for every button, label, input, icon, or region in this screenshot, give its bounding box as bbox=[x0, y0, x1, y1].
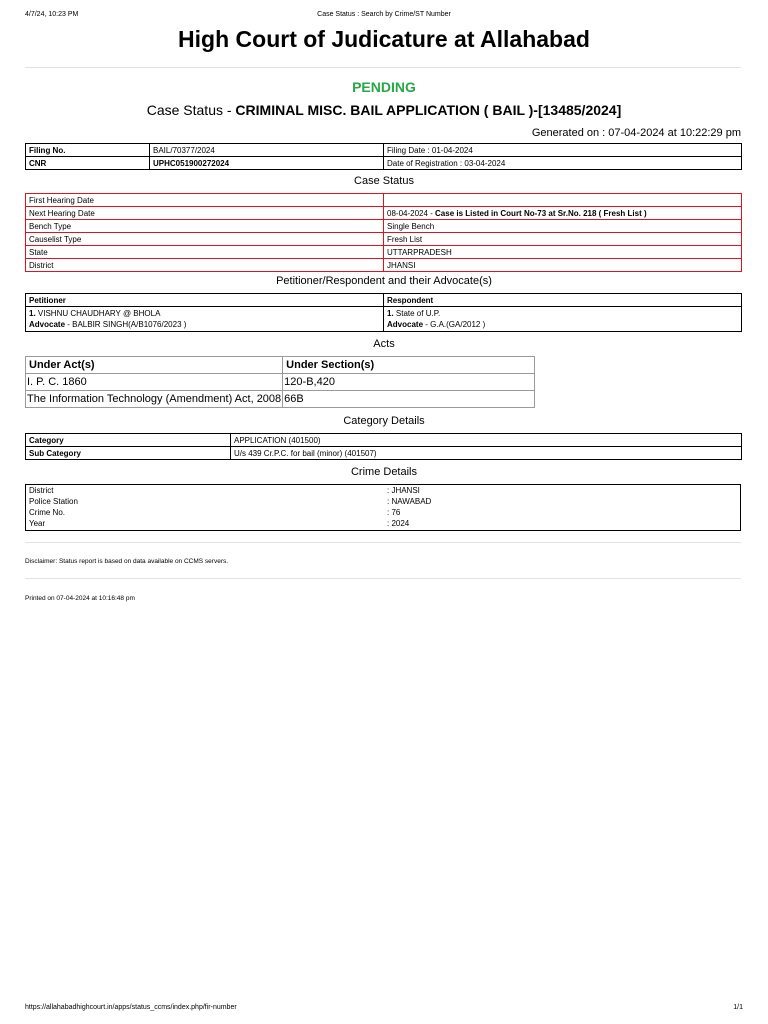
subcategory-label: Sub Category bbox=[26, 447, 231, 460]
acts-header-section: Under Section(s) bbox=[283, 357, 535, 374]
table-row bbox=[26, 374, 535, 391]
respondent-header: Respondent bbox=[384, 294, 742, 307]
cnr-value: UPHC051900272024 bbox=[150, 157, 384, 170]
act-name: I. P. C. 1860 bbox=[26, 374, 283, 391]
state-value: UTTARPRADESH bbox=[384, 246, 742, 259]
status-badge: PENDING bbox=[352, 79, 416, 95]
table-row bbox=[26, 233, 742, 246]
crime-details-box bbox=[25, 484, 741, 531]
category-value: APPLICATION (401500) bbox=[231, 434, 742, 447]
respondent-advocate: - G.A.(GA/2012 ) bbox=[423, 320, 486, 329]
case-status-table bbox=[25, 193, 742, 272]
act-section: 66B bbox=[283, 391, 535, 408]
page-number: 1/1 bbox=[733, 1004, 743, 1011]
divider bbox=[25, 67, 741, 68]
category-table bbox=[25, 433, 742, 460]
print-datetime: 4/7/24, 10:23 PM bbox=[25, 11, 79, 18]
acts-header-act: Under Act(s) bbox=[26, 357, 283, 374]
filing-table bbox=[25, 143, 742, 170]
table-row bbox=[26, 259, 742, 272]
table-row bbox=[26, 220, 742, 233]
table-row bbox=[26, 307, 742, 332]
bench-type-value: Single Bench bbox=[384, 220, 742, 233]
category-title: Category Details bbox=[343, 415, 425, 427]
case-title-prefix: Case Status - bbox=[146, 102, 236, 118]
table-row bbox=[26, 391, 535, 408]
crime-no-value: : 76 bbox=[387, 508, 401, 517]
parties-title: Petitioner/Respondent and their Advocate(s) bbox=[276, 275, 492, 287]
table-row bbox=[26, 144, 742, 157]
printed-on: Printed on 07-04-2024 at 10:16:48 pm bbox=[25, 595, 135, 602]
crime-title: Crime Details bbox=[350, 466, 417, 478]
footer-url: https://allahabadhighcourt.in/apps/status_ccms/index.php/fir-number bbox=[25, 1004, 237, 1011]
year-value: : 2024 bbox=[387, 519, 410, 528]
table-row bbox=[26, 434, 742, 447]
court-name: High Court of Judicature at Allahabad bbox=[178, 26, 590, 52]
first-hearing-label: First Hearing Date bbox=[26, 194, 384, 207]
crime-no-label: Crime No. bbox=[29, 508, 66, 517]
case-title-case: CRIMINAL MISC. BAIL APPLICATION ( BAIL )-[13485/2024] bbox=[235, 102, 622, 118]
first-hearing-value bbox=[384, 194, 742, 207]
year-label: Year bbox=[29, 519, 46, 528]
table-row bbox=[26, 246, 742, 259]
registration-date: Date of Registration : 03-04-2024 bbox=[384, 157, 742, 170]
petitioner-name: VISHNU CHAUDHARY @ BHOLA bbox=[35, 309, 161, 318]
causelist-type-label: Causelist Type bbox=[26, 233, 384, 246]
filing-no-value: BAIL/70377/2024 bbox=[150, 144, 384, 157]
table-row bbox=[26, 207, 742, 220]
state-label: State bbox=[26, 246, 384, 259]
category-label: Category bbox=[26, 434, 231, 447]
table-row bbox=[26, 157, 742, 170]
act-section: 120-B,420 bbox=[283, 374, 535, 391]
district-label: District bbox=[26, 259, 384, 272]
divider bbox=[25, 542, 741, 543]
filing-no-label: Filing No. bbox=[26, 144, 150, 157]
subcategory-value: U/s 439 Cr.P.C. for bail (minor) (401507) bbox=[231, 447, 742, 460]
crime-district-label: District bbox=[29, 486, 54, 495]
bench-type-label: Bench Type bbox=[26, 220, 384, 233]
next-hearing-label: Next Hearing Date bbox=[26, 207, 384, 220]
petitioner-advocate: - BALBIR SINGH(A/B1076/2023 ) bbox=[65, 320, 187, 329]
next-hearing-value: 08-04-2024 - Case is Listed in Court No-73 at Sr.No. 218 ( Fresh List ) bbox=[384, 207, 742, 220]
table-row bbox=[26, 294, 742, 307]
parties-table bbox=[25, 293, 742, 332]
disclaimer: Disclaimer: Status report is based on data available on CCMS servers. bbox=[25, 558, 229, 565]
crime-district-value: : JHANSI bbox=[387, 486, 420, 495]
generated-on: Generated on : 07-04-2024 at 10:22:29 pm bbox=[531, 127, 741, 139]
petitioner-header: Petitioner bbox=[26, 294, 384, 307]
respondent-cell: 1. State of U.P. Advocate - G.A.(GA/2012 ) bbox=[384, 307, 742, 332]
case-title bbox=[0, 102, 768, 118]
filing-date: Filing Date : 01-04-2024 bbox=[384, 144, 742, 157]
table-row bbox=[26, 357, 535, 374]
table-row bbox=[26, 194, 742, 207]
acts-title: Acts bbox=[373, 338, 395, 350]
police-station-value: : NAWABAD bbox=[387, 497, 432, 506]
cnr-label: CNR bbox=[26, 157, 150, 170]
divider bbox=[25, 578, 741, 579]
police-station-label: Police Station bbox=[29, 497, 78, 506]
case-status-title: Case Status bbox=[354, 175, 414, 187]
petitioner-cell: 1. VISHNU CHAUDHARY @ BHOLA Advocate - BALBIR SINGH(A/B1076/2023 ) bbox=[26, 307, 384, 332]
acts-table bbox=[25, 356, 535, 408]
print-page-title: Case Status : Search by Crime/ST Number bbox=[317, 11, 451, 18]
district-value: JHANSI bbox=[384, 259, 742, 272]
causelist-type-value: Fresh List bbox=[384, 233, 742, 246]
respondent-name: State of U.P. bbox=[393, 309, 441, 318]
act-name: The Information Technology (Amendment) Act, 2008 bbox=[26, 391, 283, 408]
table-row bbox=[26, 447, 742, 460]
